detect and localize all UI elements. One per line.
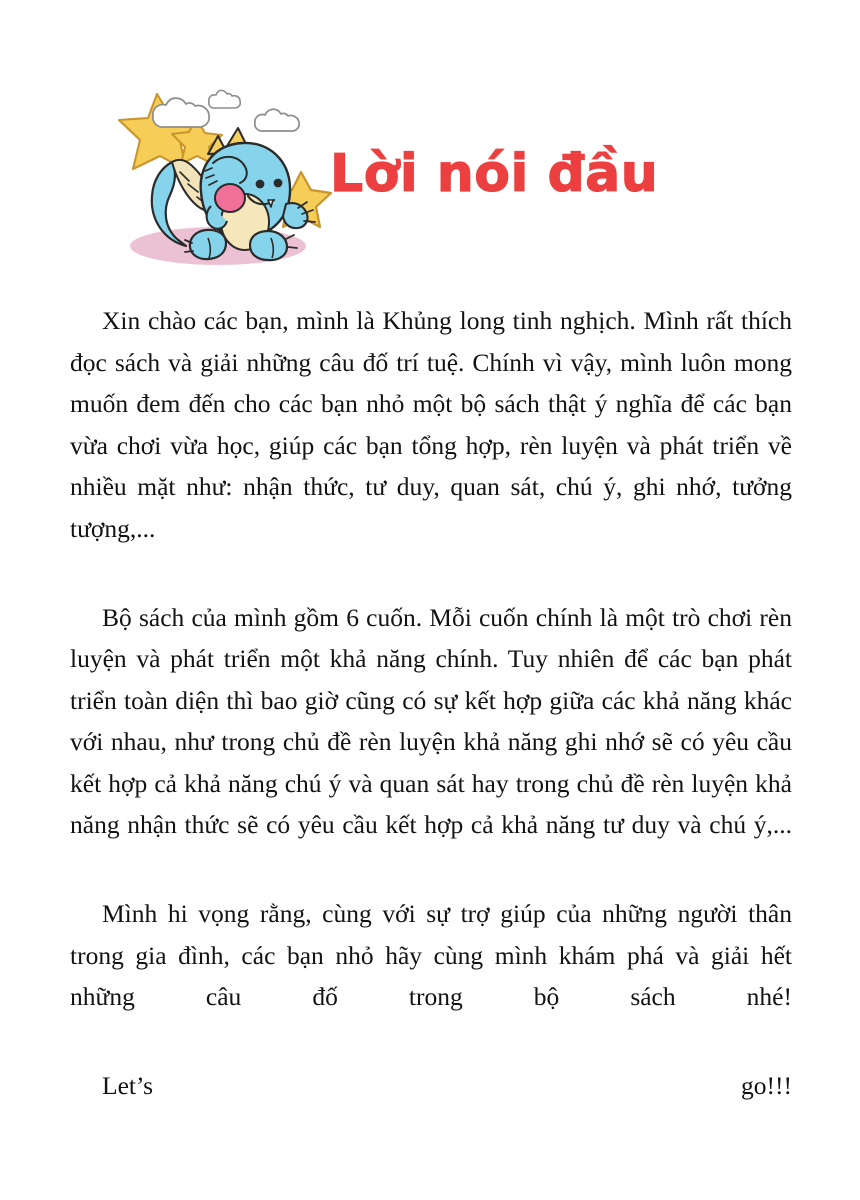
dinosaur-mascot-illustration: [108, 80, 348, 280]
dinosaur-illustration-svg: [108, 80, 348, 280]
cloud-right-icon: [255, 109, 299, 131]
dinosaur-cheek: [215, 184, 245, 212]
paragraph-4-lets-go: Let’s go!!!: [102, 1071, 792, 1100]
dinosaur-eye-right: [274, 179, 283, 188]
dinosaur-eye-left: [256, 180, 265, 189]
page-title: Lời nói đầu: [330, 144, 659, 204]
page-header: [0, 0, 860, 300]
paragraph-1: Xin chào các bạn, mình là Khủng long tinh nghịch. Mình rất thích đọc sách và giải những câu đố trí tuệ. Chính vì vậy, mình luôn mong muốn đem đến cho các bạn nhỏ một bộ sách thật ý nghĩa để các bạn vừa chơi vừa học, giúp các bạn tổng hợp, rèn luyện và phát triển về nhiều mặt như: nhận thức, tư duy, quan sát, chú ý, ghi nhớ, tưởng tượng,...: [70, 306, 792, 543]
page-title-container: [330, 143, 750, 223]
paragraph-3: Mình hi vọng rằng, cùng với sự trợ giúp của những người thân trong gia đình, các bạn nhỏ hãy cùng mình khám phá và giải hết những câu đố trong bộ sách nhé!: [70, 899, 792, 1011]
paragraph-2: Bộ sách của mình gồm 6 cuốn. Mỗi cuốn chính là một trò chơi rèn luyện và phát triển một khả năng chính. Tuy nhiên để các bạn phát triển toàn diện thì bao giờ cũng có sự kết hợp giữa các khả năng khác với nhau, như trong chủ đề rèn luyện khả năng ghi nhớ sẽ có yêu cầu kết hợp cả khả năng chú ý và quan sát hay trong chủ đề rèn luyện khả năng nhận thức sẽ có yêu cầu kết hợp cả khả năng tư duy và chú ý,...: [70, 602, 792, 839]
cloud-small-icon: [209, 90, 240, 108]
preface-body: [70, 300, 792, 1148]
